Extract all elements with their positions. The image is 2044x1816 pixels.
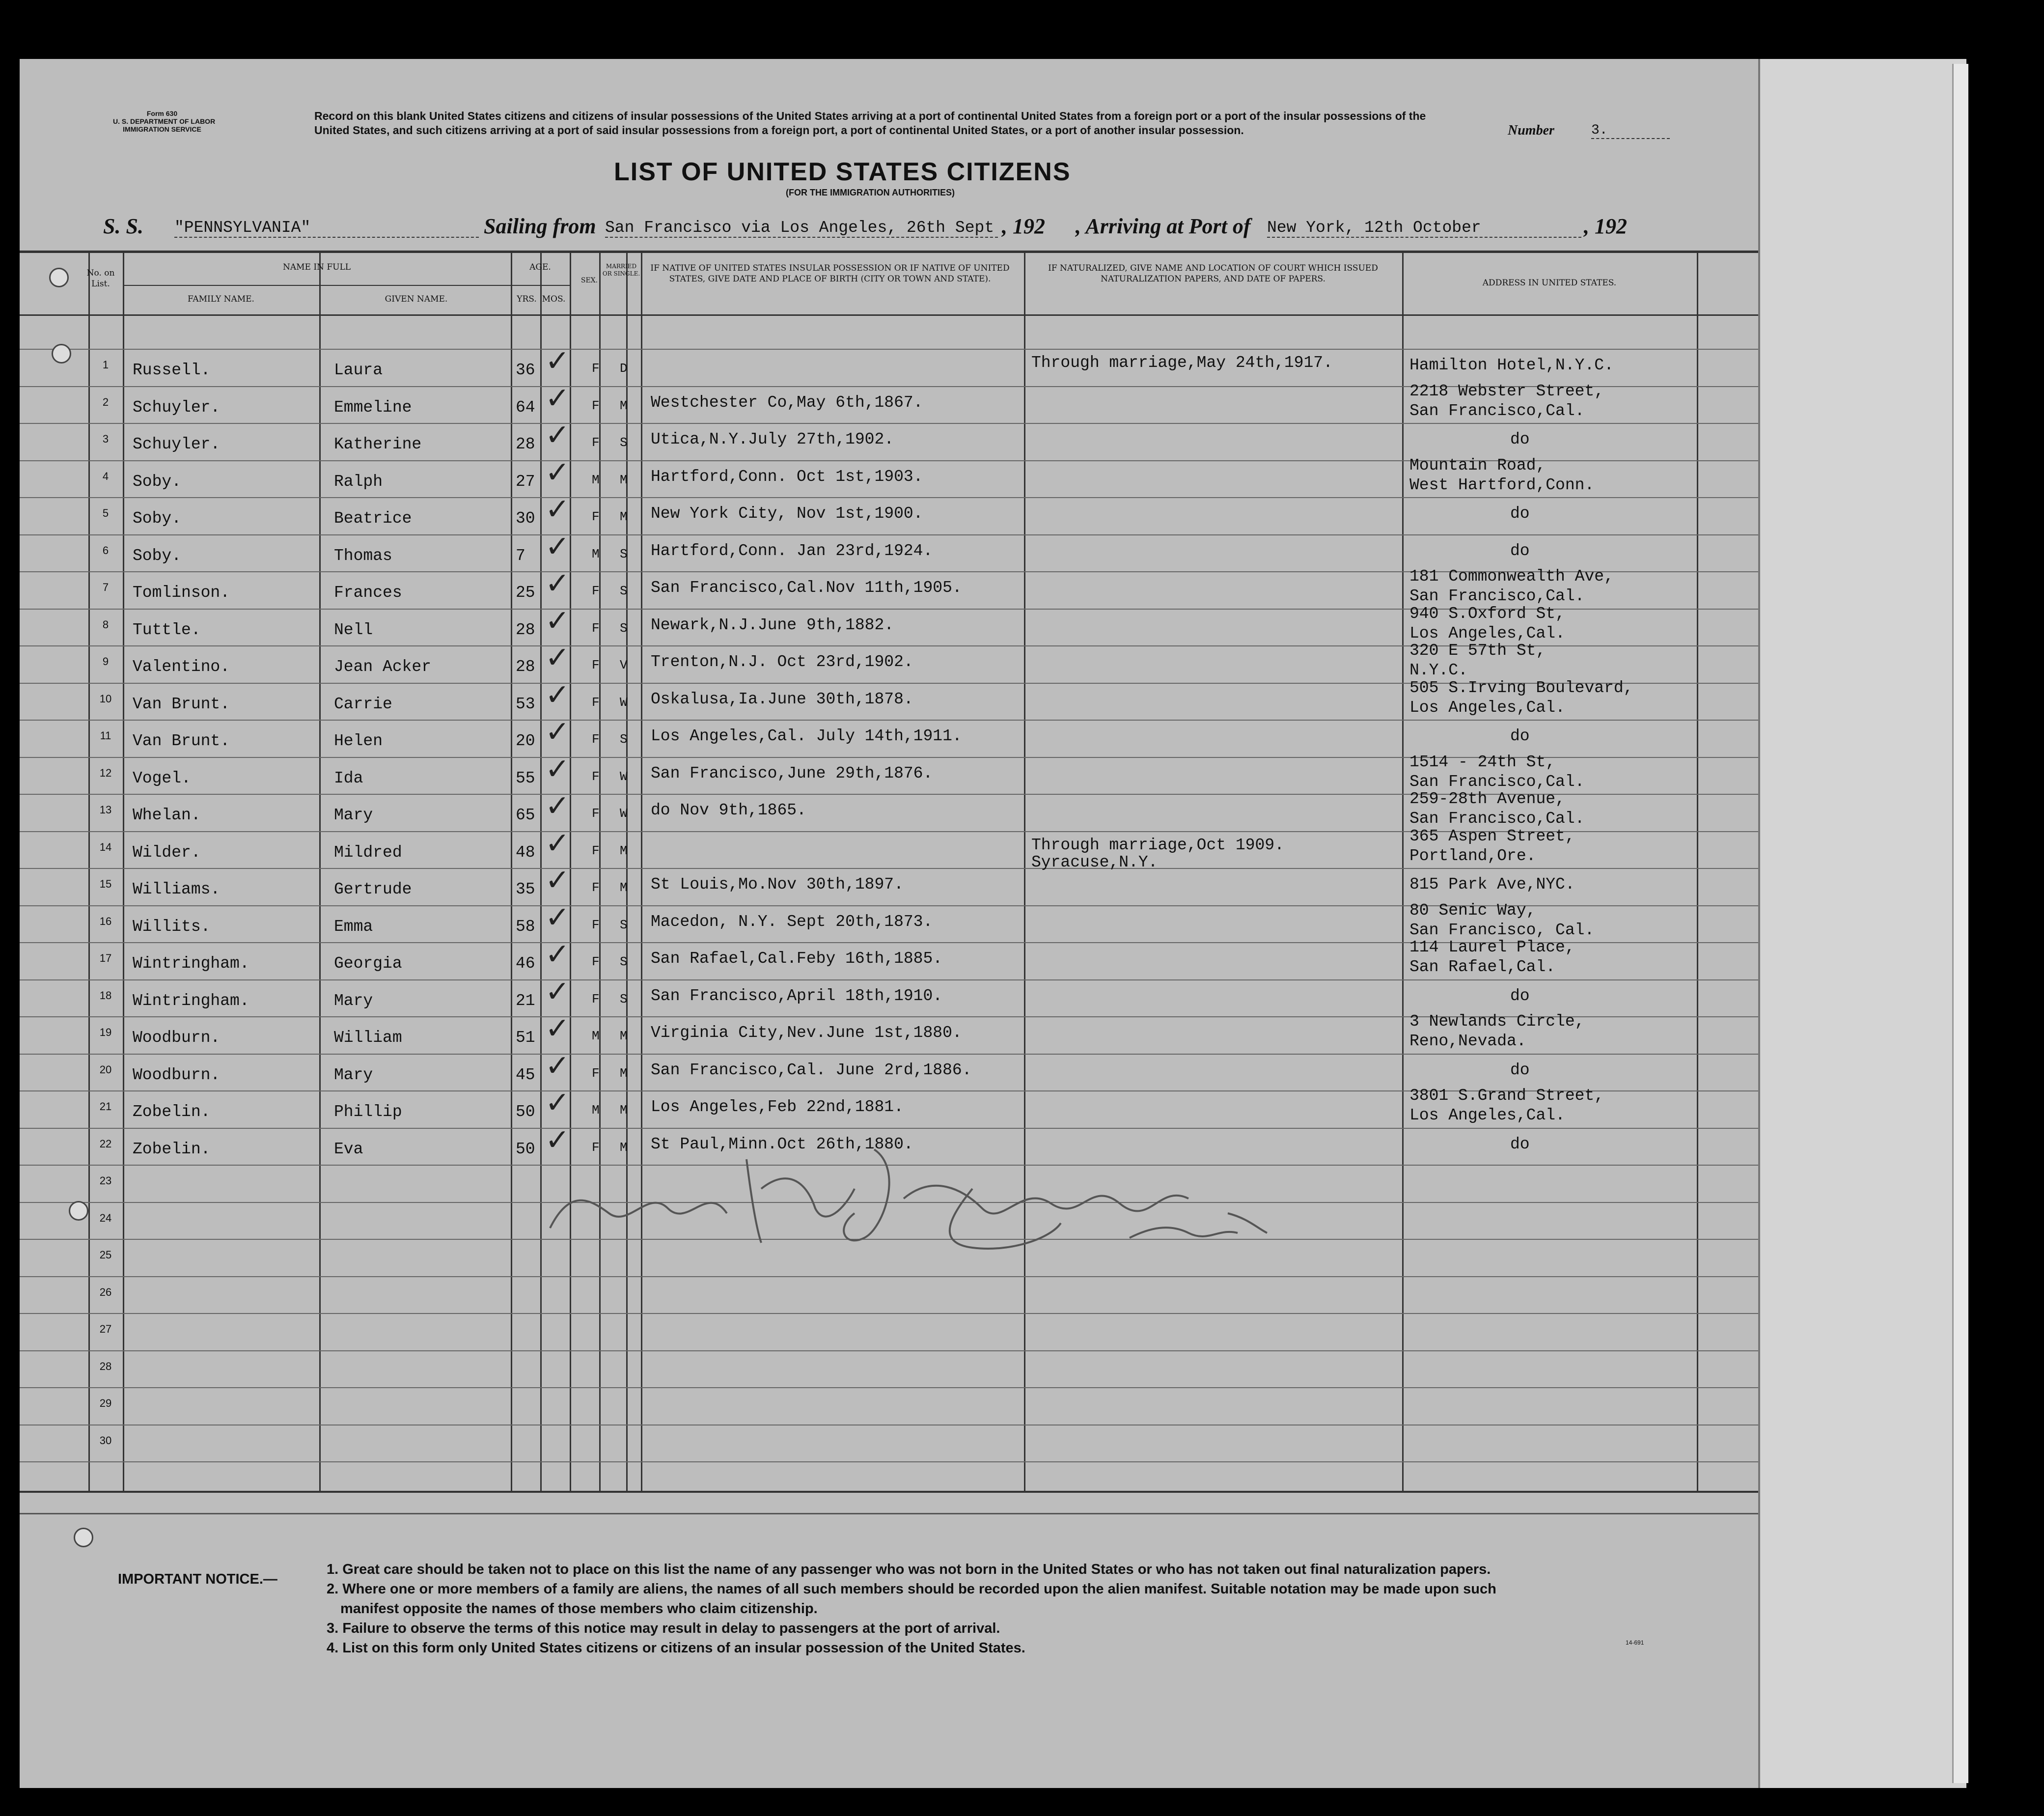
row-number: 22 (99, 1138, 112, 1150)
family-name: Zobelin. (133, 1140, 211, 1158)
header-bottom-rule (20, 314, 1758, 316)
checkmark-icon: ✓ (545, 381, 570, 416)
naturalization: Through marriage,Oct 1909. (1031, 836, 1284, 854)
checkmark-icon: ✓ (545, 344, 570, 378)
birth-place-date: San Francisco,Cal. June 2rd,1886. (651, 1061, 972, 1079)
age-years: 65 (516, 806, 535, 824)
address-line-1: do (1510, 727, 1530, 745)
address-line-1: 181 Commonwealth Ave, (1409, 567, 1614, 586)
checkmark-icon: ✓ (545, 789, 570, 823)
marital-status: S (620, 992, 628, 1006)
address-line-2: Reno,Nevada. (1409, 1032, 1526, 1050)
notice-item-3: 3. Failure to observe the terms of this notice may result in delay to passengers at the port of arrival. (327, 1620, 1000, 1636)
family-name: Van Brunt. (133, 695, 230, 713)
column-rule (1024, 251, 1025, 1492)
checkmark-icon: ✓ (545, 530, 570, 564)
checkmark-icon: ✓ (545, 678, 570, 712)
sex: F (592, 992, 600, 1006)
punch-hole-icon (49, 268, 69, 287)
punch-hole-icon (52, 344, 71, 363)
marital-status: S (620, 954, 628, 969)
sex: F (592, 695, 600, 710)
marital-status: S (620, 621, 628, 636)
sex: M (592, 1029, 600, 1043)
marital-status: D (620, 361, 628, 376)
checkmark-icon: ✓ (545, 1086, 570, 1120)
birth-place-date: St Paul,Minn.Oct 26th,1880. (651, 1135, 913, 1153)
given-name: Ralph (334, 473, 383, 491)
checkmark-icon: ✓ (545, 752, 570, 786)
checkmark-icon: ✓ (545, 641, 570, 675)
page-title: LIST OF UNITED STATES CITIZENS (614, 158, 1071, 186)
given-name: Nell (334, 621, 373, 639)
sex: F (592, 1066, 600, 1081)
address-line-2: Los Angeles,Cal. (1409, 698, 1565, 717)
address-line-1: Mountain Road, (1409, 456, 1546, 475)
marital-status: M (620, 398, 628, 413)
row-number: 13 (99, 804, 112, 816)
sex: F (592, 621, 600, 636)
row-number: 12 (99, 767, 112, 779)
age-years: 28 (516, 435, 535, 453)
column-rule (88, 251, 90, 1492)
age-years: 55 (516, 769, 535, 787)
marital-status: M (620, 843, 628, 858)
address-line-2: San Rafael,Cal. (1409, 958, 1556, 976)
form-code: 14-691 (1626, 1639, 1644, 1646)
given-name: Thomas (334, 547, 392, 565)
header-yrs: YRS. (517, 294, 537, 304)
age-years: 28 (516, 621, 535, 639)
address-line-1: do (1510, 542, 1530, 560)
header-sex: SEX. (580, 277, 598, 284)
ss-label: S. S. (103, 214, 143, 238)
age-years: 30 (516, 509, 535, 528)
row-number: 19 (99, 1026, 112, 1038)
row-number: 26 (99, 1286, 112, 1298)
birth-place-date: Hartford,Conn. Jan 23rd,1924. (651, 542, 933, 560)
birth-place-date: Trenton,N.J. Oct 23rd,1902. (651, 653, 913, 671)
marital-status: M (620, 1103, 628, 1118)
age-years: 21 (516, 992, 535, 1010)
column-rule (319, 251, 321, 1492)
header-sub-rule (123, 285, 511, 286)
age-years: 58 (516, 918, 535, 936)
header-name-in-full: NAME IN FULL (282, 262, 351, 272)
ship-name: "PENNSYLVANIA" (174, 219, 479, 238)
birth-place-date: Westchester Co,May 6th,1867. (651, 393, 923, 412)
checkmark-icon: ✓ (545, 826, 570, 861)
arriving-label: , Arriving at Port of (1076, 214, 1251, 238)
marital-status: S (620, 435, 628, 450)
row-rule (20, 1128, 1758, 1129)
family-name: Van Brunt. (133, 732, 230, 750)
table-bottom-rule (20, 1491, 1758, 1493)
family-name: Valentino. (133, 658, 230, 676)
given-name: Jean Acker (334, 658, 432, 676)
sailing-year: , 192 (1002, 214, 1045, 238)
address-line-1: 80 Senic Way, (1409, 901, 1536, 920)
row-number: 23 (99, 1174, 112, 1187)
row-number: 25 (99, 1249, 112, 1261)
checkmark-icon: ✓ (545, 1123, 570, 1157)
row-number: 30 (99, 1434, 112, 1447)
marital-status: M (620, 509, 628, 524)
address-line-1: 259-28th Avenue, (1409, 790, 1565, 808)
marital-status: S (620, 732, 628, 747)
sex: F (592, 398, 600, 413)
marital-status: M (620, 880, 628, 895)
row-number: 6 (102, 544, 109, 557)
row-number: 17 (99, 952, 112, 964)
marital-status: M (620, 1066, 628, 1081)
address-line-2: N.Y.C. (1409, 661, 1468, 679)
row-number: 9 (102, 655, 109, 668)
header-no: No. on List. (86, 268, 115, 289)
address-line-2: San Francisco,Cal. (1409, 587, 1585, 605)
family-name: Tomlinson. (133, 584, 230, 602)
sex: M (592, 1103, 600, 1118)
address-line-1: 3801 S.Grand Street, (1409, 1087, 1604, 1105)
punch-hole-icon (69, 1201, 88, 1221)
notice-item-4: 4. List on this form only United States citizens or citizens of an insular possession of the United States. (327, 1640, 1025, 1656)
sailing-value: San Francisco via Los Angeles, 26th Sept (605, 219, 998, 238)
sex: M (592, 473, 600, 487)
marital-status: M (620, 473, 628, 487)
row-rule (20, 979, 1758, 980)
checkmark-icon: ✓ (545, 715, 570, 749)
family-name: Williams. (133, 880, 221, 898)
age-years: 50 (516, 1103, 535, 1121)
notice-rule (20, 1513, 1758, 1514)
given-name: Mildred (334, 843, 402, 862)
checkmark-icon: ✓ (545, 937, 570, 972)
family-name: Whelan. (133, 806, 201, 824)
family-name: Willits. (133, 918, 211, 936)
table-top-rule (20, 251, 1758, 253)
sex: F (592, 806, 600, 821)
row-number: 2 (102, 396, 109, 408)
birth-place-date: Hartford,Conn. Oct 1st,1903. (651, 468, 923, 486)
age-years: 46 (516, 954, 535, 973)
checkmark-icon: ✓ (545, 418, 570, 452)
sailing-label: Sailing from (484, 214, 596, 238)
given-name: Carrie (334, 695, 392, 713)
column-rule (1402, 251, 1404, 1492)
checkmark-icon: ✓ (545, 863, 570, 897)
row-rule (20, 720, 1758, 721)
family-name: Schuyler. (133, 398, 221, 417)
family-name: Russell. (133, 361, 211, 379)
row-number: 4 (102, 470, 109, 482)
naturalization: Through marriage,May 24th,1917. (1031, 354, 1333, 372)
header-naturalized: IF NATURALIZED, GIVE NAME AND LOCATION OF COURT WHICH ISSUED NATURALIZATION PAPERS, AND DATE OF PAPERS. (1048, 263, 1378, 284)
sex: F (592, 1140, 600, 1155)
row-number: 5 (102, 507, 109, 519)
row-rule (20, 423, 1758, 424)
row-number: 18 (99, 989, 112, 1002)
row-number: 29 (99, 1397, 112, 1409)
address-line-1: do (1510, 1061, 1530, 1079)
marital-status: S (620, 547, 628, 561)
service: IMMIGRATION SERVICE (123, 125, 201, 133)
row-number: 16 (99, 915, 112, 927)
row-number: 3 (102, 433, 109, 445)
given-name: Mary (334, 992, 373, 1010)
inspector-signature (530, 1130, 1326, 1267)
birth-place-date: San Francisco,Cal.Nov 11th,1905. (651, 579, 962, 597)
page-subtitle: (FOR THE IMMIGRATION AUTHORITIES) (786, 188, 955, 197)
row-rule (20, 349, 1758, 350)
address-line-2: San Francisco, Cal. (1409, 921, 1595, 939)
address-line-1: do (1510, 1135, 1530, 1153)
marital-status: M (620, 1029, 628, 1043)
marital-status: W (620, 806, 628, 821)
sex: F (592, 843, 600, 858)
age-years: 48 (516, 843, 535, 862)
column-rule (570, 251, 571, 1492)
notice-label: IMPORTANT NOTICE.— (118, 1571, 277, 1587)
sex: F (592, 732, 600, 747)
address-line-2: San Francisco,Cal. (1409, 810, 1585, 828)
age-years: 27 (516, 473, 535, 491)
family-name: Wintringham. (133, 954, 249, 973)
form-number: Form 630 (146, 110, 178, 117)
birth-place-date: Los Angeles,Feb 22nd,1881. (651, 1098, 904, 1116)
naturalization-location: Syracuse,N.Y. (1031, 853, 1158, 871)
birth-place-date: San Rafael,Cal.Feby 16th,1885. (651, 950, 943, 968)
marital-status: W (620, 769, 628, 784)
family-name: Woodburn. (133, 1029, 221, 1047)
family-name: Zobelin. (133, 1103, 211, 1121)
given-name: Emmeline (334, 398, 412, 417)
checkmark-icon: ✓ (545, 455, 570, 490)
address-line-1: 114 Laurel Place, (1409, 938, 1575, 956)
age-years: 28 (516, 658, 535, 676)
address-line-1: 3 Newlands Circle, (1409, 1012, 1585, 1031)
given-name: Beatrice (334, 509, 412, 528)
column-rule (1697, 251, 1698, 1492)
address-line-1: 815 Park Ave,NYC. (1409, 875, 1575, 894)
birth-place-date: San Francisco,June 29th,1876. (651, 764, 933, 782)
given-name: Helen (334, 732, 383, 750)
row-rule (20, 1276, 1758, 1277)
arriving-value: New York, 12th October (1267, 219, 1581, 238)
marital-status: S (620, 918, 628, 932)
checkmark-icon: ✓ (545, 492, 570, 527)
age-years: 25 (516, 584, 535, 602)
column-rule (641, 251, 642, 1492)
given-name: Phillip (334, 1103, 402, 1121)
family-name: Soby. (133, 547, 182, 565)
family-name: Vogel. (133, 769, 191, 787)
column-rule (123, 251, 124, 1492)
row-rule (20, 1054, 1758, 1055)
age-years: 7 (516, 547, 525, 565)
age-years: 64 (516, 398, 535, 417)
header-married: MARRIED OR SINGLE. (602, 263, 640, 277)
arriving-year: , 192 (1584, 214, 1627, 238)
address-line-1: do (1510, 430, 1530, 448)
notice-item-2-cont: manifest opposite the names of those members who claim citizenship. (340, 1601, 818, 1617)
family-name: Soby. (133, 509, 182, 528)
row-rule (20, 534, 1758, 535)
row-rule (20, 497, 1758, 498)
marital-status: W (620, 695, 628, 710)
row-number: 15 (99, 878, 112, 890)
row-number: 11 (100, 729, 111, 742)
address-line-1: 320 E 57th St, (1409, 642, 1546, 660)
address-line-2: Portland,Ore. (1409, 847, 1536, 865)
header-family-name: FAMILY NAME. (188, 294, 254, 304)
given-name: Ida (334, 769, 363, 787)
family-name: Woodburn. (133, 1066, 221, 1084)
number-value: 3. (1591, 123, 1670, 139)
number-label: Number (1508, 123, 1554, 138)
address-line-2: Los Angeles,Cal. (1409, 624, 1565, 643)
form-id (113, 110, 216, 133)
row-number: 14 (99, 841, 112, 853)
row-number: 1 (102, 359, 109, 371)
sex: M (592, 547, 600, 561)
age-years: 53 (516, 695, 535, 713)
address-line-1: do (1510, 987, 1530, 1005)
birth-place-date: Utica,N.Y.July 27th,1902. (651, 430, 894, 448)
birth-place-date: do Nov 9th,1865. (651, 801, 806, 819)
row-number: 21 (99, 1100, 112, 1113)
given-name: Emma (334, 918, 373, 936)
address-line-1: 365 Aspen Street, (1409, 827, 1575, 845)
header-address: ADDRESS IN UNITED STATES. (1482, 278, 1617, 288)
age-years: 20 (516, 732, 535, 750)
row-number: 10 (99, 693, 112, 705)
row-number: 8 (102, 618, 109, 631)
family-name: Wintringham. (133, 992, 249, 1010)
birth-place-date: San Francisco,April 18th,1910. (651, 987, 943, 1005)
address-line-1: 2218 Webster Street, (1409, 382, 1604, 400)
row-rule (20, 1387, 1758, 1388)
row-rule (20, 1350, 1758, 1351)
age-years: 50 (516, 1140, 535, 1158)
checkmark-icon: ✓ (545, 1011, 570, 1046)
sex: F (592, 584, 600, 598)
checkmark-icon: ✓ (545, 900, 570, 935)
sex: F (592, 361, 600, 376)
sex: F (592, 769, 600, 784)
sex: F (592, 509, 600, 524)
checkmark-icon: ✓ (545, 604, 570, 638)
family-name: Wilder. (133, 843, 201, 862)
age-years: 36 (516, 361, 535, 379)
header-age: AGE. (529, 262, 551, 272)
given-name: Gertrude (334, 880, 412, 898)
age-years: 45 (516, 1066, 535, 1084)
birth-place-date: Macedon, N.Y. Sept 20th,1873. (651, 913, 933, 931)
given-name: Mary (334, 1066, 373, 1084)
family-name: Soby. (133, 473, 182, 491)
marital-status: S (620, 584, 628, 598)
birth-place-date: Virginia City,Nev.June 1st,1880. (651, 1024, 962, 1042)
notice-item-1: 1. Great care should be taken not to place on this list the name of any passenger who was not born in the United States or who has not taken out final naturalization papers. (327, 1562, 1491, 1577)
sex: F (592, 435, 600, 450)
page-edge-inner (1952, 64, 1968, 1783)
notice-item-2: 2. Where one or more members of a family are aliens, the names of all such members should be recorded upon the alien manifest. Suitable notation may be made upon such (327, 1581, 1496, 1597)
family-name: Schuyler. (133, 435, 221, 453)
birth-place-date: St Louis,Mo.Nov 30th,1897. (651, 875, 904, 894)
page-edge (1758, 59, 1966, 1788)
address-line-1: do (1510, 504, 1530, 523)
sex: F (592, 918, 600, 932)
given-name: Laura (334, 361, 383, 379)
instruction-text: Record on this blank United States citizens and citizens of insular possessions of the United States arriving at a port of continental United States from a foreign port or a port of the insular possessions of the United States, and such citizens arriving at a port of said insular possessions from a foreign port, a port of continental United States, or a port of another insular possession. (314, 110, 1426, 137)
address-line-1: 940 S.Oxford St, (1409, 605, 1565, 623)
address-line-1: 505 S.Irving Boulevard, (1409, 679, 1633, 697)
header-sub-rule (511, 285, 570, 286)
given-name: Georgia (334, 954, 402, 973)
given-name: Eva (334, 1140, 363, 1158)
punch-hole-icon (74, 1528, 93, 1547)
row-number: 28 (99, 1360, 112, 1372)
address-line-2: San Francisco,Cal. (1409, 402, 1585, 420)
marital-status: V (620, 658, 628, 672)
checkmark-icon: ✓ (545, 1049, 570, 1083)
column-rule (540, 251, 542, 1492)
address-line-1: Hamilton Hotel,N.Y.C. (1409, 356, 1614, 374)
birth-place-date: Newark,N.J.June 9th,1882. (651, 616, 894, 634)
given-name: Katherine (334, 435, 422, 453)
address-line-2: San Francisco,Cal. (1409, 773, 1585, 791)
given-name: Mary (334, 806, 373, 824)
birth-place-date: Oskalusa,Ia.June 30th,1878. (651, 690, 913, 708)
sex: F (592, 880, 600, 895)
sex: F (592, 954, 600, 969)
row-rule (20, 1461, 1758, 1462)
birth-place-date: New York City, Nov 1st,1900. (651, 504, 923, 523)
row-number: 24 (99, 1212, 112, 1224)
address-line-2: Los Angeles,Cal. (1409, 1106, 1565, 1124)
row-number: 7 (102, 581, 109, 593)
given-name: Frances (334, 584, 402, 602)
department: U. S. DEPARTMENT OF LABOR (113, 117, 216, 125)
age-years: 35 (516, 880, 535, 898)
age-years: 51 (516, 1029, 535, 1047)
row-rule (20, 868, 1758, 869)
checkmark-icon: ✓ (545, 975, 570, 1009)
row-number: 20 (99, 1063, 112, 1076)
family-name: Tuttle. (133, 621, 201, 639)
sex: F (592, 658, 600, 672)
row-number: 27 (99, 1323, 112, 1335)
row-rule (20, 1313, 1758, 1314)
birth-place-date: Los Angeles,Cal. July 14th,1911. (651, 727, 962, 745)
column-rule (511, 251, 512, 1492)
header-birth: IF NATIVE OF UNITED STATES INSULAR POSSESSION OR IF NATIVE OF UNITED STATES, GIVE DATE AND PLACE OF BIRTH (CITY OR TOWN AND STATE). (650, 263, 1010, 284)
marital-status: M (620, 1140, 628, 1155)
header-given-name: GIVEN NAME. (385, 294, 448, 304)
header-mos: MOS. (542, 294, 566, 304)
address-line-1: 1514 - 24th St, (1409, 753, 1556, 771)
address-line-2: West Hartford,Conn. (1409, 476, 1595, 494)
checkmark-icon: ✓ (545, 566, 570, 601)
given-name: William (334, 1029, 402, 1047)
